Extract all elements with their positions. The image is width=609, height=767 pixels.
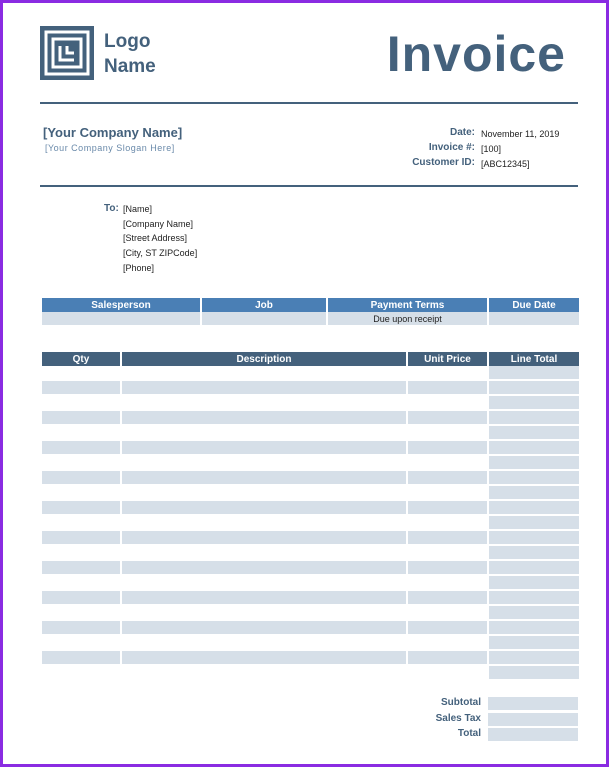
qty-cell[interactable] [42, 666, 120, 681]
table-row [42, 381, 579, 396]
table-row [42, 576, 579, 591]
description-cell[interactable] [122, 621, 406, 636]
total-label: Total [457, 728, 481, 739]
description-cell[interactable] [122, 411, 406, 426]
unit-price-cell[interactable] [408, 606, 487, 621]
meta-label: Customer ID: [412, 157, 475, 168]
line-total-cell[interactable] [489, 426, 579, 441]
qty-cell[interactable] [42, 411, 120, 426]
qty-cell[interactable] [42, 516, 120, 531]
table-row [42, 441, 579, 456]
subtotal-label: Subtotal [441, 697, 481, 708]
job-cell[interactable] [202, 312, 326, 325]
table-row [42, 621, 579, 636]
line-total-cell[interactable] [489, 381, 579, 396]
table-row [42, 516, 579, 531]
line-total-cell[interactable] [489, 546, 579, 561]
table-row [42, 666, 579, 681]
line-total-cell[interactable] [489, 411, 579, 426]
to-label: To: [104, 203, 119, 214]
logo-name [104, 29, 156, 79]
meta-date [375, 127, 566, 141]
unit-price-cell[interactable] [408, 456, 487, 471]
line-total-cell[interactable] [489, 576, 579, 591]
table-row [42, 606, 579, 621]
table-row [42, 501, 579, 516]
qty-cell[interactable] [42, 651, 120, 666]
total-value[interactable] [488, 728, 578, 741]
logo-line-1: Logo [104, 31, 151, 52]
line-total-cell[interactable] [489, 486, 579, 501]
description-cell[interactable] [122, 651, 406, 666]
qty-cell[interactable] [42, 441, 120, 456]
description-cell[interactable] [122, 576, 406, 591]
unit-price-cell[interactable] [408, 366, 487, 381]
description-cell[interactable] [122, 381, 406, 396]
description-cell[interactable] [122, 456, 406, 471]
header-payment-terms: Payment Terms [328, 298, 487, 312]
qty-cell[interactable] [42, 486, 120, 501]
table-row [42, 426, 579, 441]
unit-price-cell[interactable] [408, 636, 487, 651]
table-row [42, 636, 579, 651]
line-total-cell[interactable] [489, 531, 579, 546]
table-row [42, 396, 579, 411]
terms-header-row [42, 298, 579, 312]
header-job: Job [202, 298, 326, 312]
logo-line-2: Name [104, 56, 156, 77]
qty-cell[interactable] [42, 576, 120, 591]
table-row [42, 366, 579, 381]
meta-value: [ABC12345] [481, 159, 530, 169]
line-total-cell[interactable] [489, 606, 579, 621]
qty-cell[interactable] [42, 636, 120, 651]
salesperson-cell[interactable] [42, 312, 200, 325]
description-cell[interactable] [122, 471, 406, 486]
unit-price-cell[interactable] [408, 576, 487, 591]
qty-cell[interactable] [42, 531, 120, 546]
header-unit-price: Unit Price [408, 352, 487, 366]
line-total-cell[interactable] [489, 636, 579, 651]
unit-price-cell[interactable] [408, 621, 487, 636]
description-cell[interactable] [122, 441, 406, 456]
description-cell[interactable] [122, 396, 406, 411]
unit-price-cell[interactable] [408, 546, 487, 561]
description-cell[interactable] [122, 501, 406, 516]
header-description: Description [122, 352, 406, 366]
payment-terms-cell[interactable]: Due upon receipt [328, 312, 487, 325]
unit-price-cell[interactable] [408, 381, 487, 396]
description-cell[interactable] [122, 606, 406, 621]
line-total-cell[interactable] [489, 621, 579, 636]
items-header-row [42, 352, 579, 366]
unit-price-cell[interactable] [408, 486, 487, 501]
line-total-cell[interactable] [489, 651, 579, 666]
company-slogan: [Your Company Slogan Here] [45, 143, 175, 153]
table-row [42, 591, 579, 606]
qty-cell[interactable] [42, 366, 120, 381]
sales-tax-label: Sales Tax [435, 713, 481, 724]
qty-cell[interactable] [42, 381, 120, 396]
unit-price-cell[interactable] [408, 471, 487, 486]
description-cell[interactable] [122, 666, 406, 681]
table-row [42, 531, 579, 546]
to-city: [City, ST ZIPCode] [123, 248, 198, 258]
line-total-cell[interactable] [489, 591, 579, 606]
description-cell[interactable] [122, 546, 406, 561]
description-cell[interactable] [122, 591, 406, 606]
table-row [42, 546, 579, 561]
to-street: [Street Address] [123, 233, 188, 243]
info-divider [40, 185, 578, 187]
qty-cell[interactable] [42, 456, 120, 471]
items-table [40, 352, 581, 681]
description-cell[interactable] [122, 486, 406, 501]
meta-invoice-number [375, 142, 566, 156]
description-cell[interactable] [122, 366, 406, 381]
subtotal-value[interactable] [488, 697, 578, 710]
meta-customer-id [375, 157, 566, 171]
line-total-cell[interactable] [489, 501, 579, 516]
unit-price-cell[interactable] [408, 531, 487, 546]
due-date-cell[interactable] [489, 312, 579, 325]
logo-icon [40, 26, 94, 80]
company-name: [Your Company Name] [43, 125, 183, 140]
qty-cell[interactable] [42, 606, 120, 621]
line-total-cell[interactable] [489, 456, 579, 471]
terms-row [42, 312, 579, 325]
invoice-title: Invoice [386, 26, 566, 82]
qty-cell[interactable] [42, 621, 120, 636]
table-row [42, 561, 579, 576]
meta-value: [100] [481, 144, 502, 154]
to-name: [Name] [123, 204, 153, 214]
line-total-cell[interactable] [489, 666, 579, 681]
unit-price-cell[interactable] [408, 651, 487, 666]
line-total-cell[interactable] [489, 561, 579, 576]
unit-price-cell[interactable] [408, 441, 487, 456]
description-cell[interactable] [122, 636, 406, 651]
line-total-cell[interactable] [489, 516, 579, 531]
qty-cell[interactable] [42, 426, 120, 441]
description-cell[interactable] [122, 531, 406, 546]
header-line-total: Line Total [489, 352, 579, 366]
meta-value: November 11, 2019 [481, 129, 560, 139]
unit-price-cell[interactable] [408, 561, 487, 576]
to-phone: [Phone] [123, 263, 155, 273]
table-row [42, 486, 579, 501]
header-qty: Qty [42, 352, 120, 366]
sales-tax-value[interactable] [488, 713, 578, 726]
meta-label: Invoice #: [428, 142, 475, 153]
qty-cell[interactable] [42, 501, 120, 516]
line-total-cell[interactable] [489, 441, 579, 456]
unit-price-cell[interactable] [408, 411, 487, 426]
line-total-cell[interactable] [489, 366, 579, 381]
table-row [42, 456, 579, 471]
table-row [42, 411, 579, 426]
description-cell[interactable] [122, 516, 406, 531]
line-total-cell[interactable] [489, 396, 579, 411]
terms-table [40, 298, 581, 325]
unit-price-cell[interactable] [408, 426, 487, 441]
unit-price-cell[interactable] [408, 396, 487, 411]
table-row [42, 651, 579, 666]
to-company: [Company Name] [123, 219, 194, 229]
qty-cell[interactable] [42, 471, 120, 486]
unit-price-cell[interactable] [408, 501, 487, 516]
qty-cell[interactable] [42, 591, 120, 606]
unit-price-cell[interactable] [408, 666, 487, 681]
header-due-date: Due Date [489, 298, 579, 312]
table-row [42, 471, 579, 486]
qty-cell[interactable] [42, 546, 120, 561]
unit-price-cell[interactable] [408, 516, 487, 531]
unit-price-cell[interactable] [408, 591, 487, 606]
qty-cell[interactable] [42, 396, 120, 411]
line-total-cell[interactable] [489, 471, 579, 486]
description-cell[interactable] [122, 426, 406, 441]
qty-cell[interactable] [42, 561, 120, 576]
meta-label: Date: [449, 127, 475, 138]
header-divider [40, 102, 578, 104]
header-salesperson: Salesperson [42, 298, 200, 312]
description-cell[interactable] [122, 561, 406, 576]
